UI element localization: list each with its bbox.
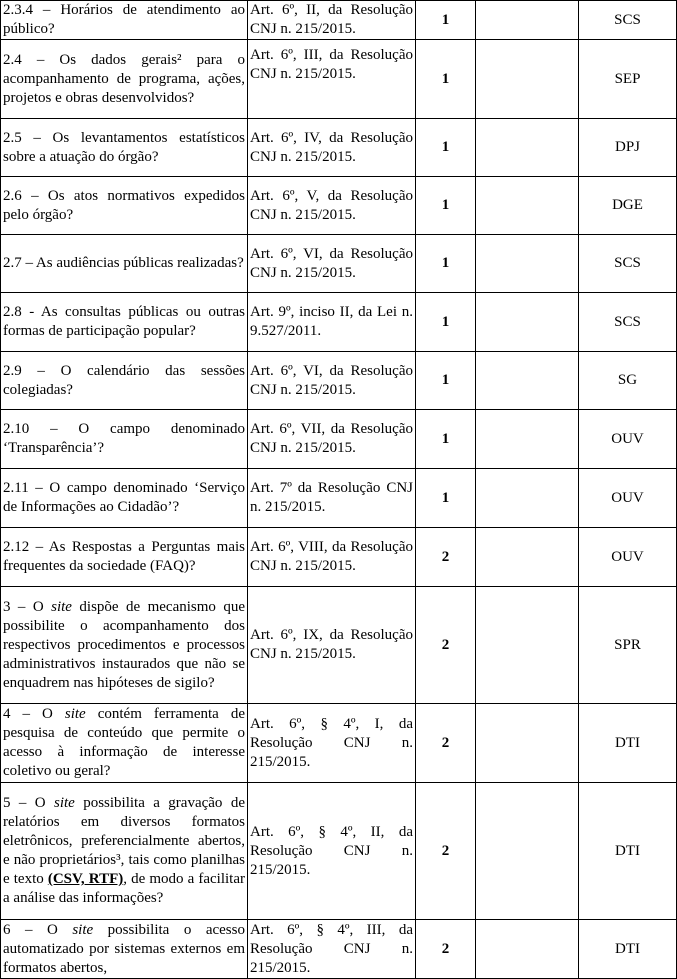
item-description-cell — [1, 783, 248, 920]
item-description — [3, 598, 245, 693]
table-row — [1, 293, 677, 352]
item-description-cell — [1, 293, 248, 352]
description-text: 4 – O — [3, 706, 65, 722]
table-row — [1, 177, 677, 235]
item-description: 2.9 – O calendário das sessões colegiadas? — [3, 362, 245, 398]
description-italic-text: site — [72, 921, 94, 938]
normative-basis-cell — [248, 293, 416, 352]
table-row — [1, 119, 677, 177]
observation-cell — [476, 704, 579, 783]
score: 1 — [416, 177, 476, 235]
item-description: 2.5 – Os levantamentos estatísticos sobre a atuação do órgão? — [3, 129, 245, 165]
table-row — [1, 920, 677, 979]
responsible-unit: SCS — [579, 235, 677, 293]
normative-basis-cell — [248, 920, 416, 979]
responsible-unit: DGE — [579, 177, 677, 235]
normative-basis-cell — [248, 410, 416, 469]
normative-basis: Art. 6º, IX, da Resolução CNJ n. 215/2015. — [250, 627, 413, 662]
normative-basis: Art. 6º, § 4º, II, da Resolução CNJ n. 215/2015. — [250, 823, 413, 878]
responsible-unit: OUV — [579, 410, 677, 469]
observation-cell — [476, 293, 579, 352]
normative-basis: Art. 6º, § 4º, I, da Resolução CNJ n. 215/2015. — [250, 715, 413, 770]
table-row — [1, 587, 677, 704]
item-description: 2.11 – O campo denominado ‘Serviço de Informações ao Cidadão’? — [3, 480, 245, 515]
normative-basis: Art. 6º, VI, da Resolução CNJ n. 215/2015. — [250, 245, 413, 281]
item-description — [3, 794, 245, 908]
observation-cell — [476, 920, 579, 979]
score: 2 — [416, 528, 476, 587]
observation-cell — [476, 40, 579, 119]
normative-basis: Art. 6º, VIII, da Resolução CNJ n. 215/2015. — [250, 539, 413, 574]
observation-cell — [476, 1, 579, 40]
item-description-cell — [1, 40, 248, 119]
normative-basis-cell — [248, 177, 416, 235]
normative-basis: Art. 6º, VII, da Resolução CNJ n. 215/2015. — [250, 421, 413, 456]
table-row — [1, 528, 677, 587]
score: 1 — [416, 410, 476, 469]
score: 1 — [416, 119, 476, 177]
score: 1 — [416, 235, 476, 293]
normative-basis-cell — [248, 1, 416, 40]
observation-cell — [476, 783, 579, 920]
normative-basis: Art. 6º, § 4º, III, da Resolução CNJ n. 215/2015. — [250, 921, 413, 976]
item-description-cell — [1, 235, 248, 293]
observation-cell — [476, 352, 579, 410]
description-text: , de modo a facilitar a análise das informações? — [3, 871, 245, 906]
item-description: 2.6 – Os atos normativos expedidos pelo órgão? — [3, 187, 245, 223]
normative-basis: Art. 6º, III, da Resolução CNJ n. 215/2015. — [250, 47, 413, 82]
description-italic-text: site — [64, 706, 86, 722]
item-description — [3, 705, 245, 781]
normative-basis-cell — [248, 469, 416, 528]
table-row — [1, 704, 677, 783]
responsible-unit: DTI — [579, 704, 677, 783]
observation-cell — [476, 587, 579, 704]
item-description: 2.10 – O campo denominado ‘Transparência’? — [3, 421, 245, 456]
item-description-cell — [1, 920, 248, 979]
normative-basis-cell — [248, 587, 416, 704]
score: 1 — [416, 352, 476, 410]
description-text: possibilita o acesso automatizado por sistemas externos em formatos abertos, — [3, 921, 245, 976]
table-row — [1, 235, 677, 293]
item-description-cell — [1, 410, 248, 469]
item-description-cell — [1, 1, 248, 40]
responsible-unit: DTI — [579, 783, 677, 920]
description-bold-underline-text: (CSV, RTF) — [47, 871, 124, 887]
table-row — [1, 469, 677, 528]
item-description-cell — [1, 587, 248, 704]
item-description: 2.3.4 – Horários de atendimento ao público? — [3, 2, 245, 37]
description-italic-text: site — [51, 598, 72, 615]
description-text: 5 – O — [3, 795, 54, 811]
score: 1 — [416, 1, 476, 40]
observation-cell — [476, 528, 579, 587]
normative-basis: Art. 6º, II, da Resolução CNJ n. 215/2015. — [250, 2, 413, 37]
item-description: 2.4 – Os dados gerais² para o acompanhamento de programa, ações, projetos e obras desenvolvidos? — [3, 51, 245, 106]
normative-basis: Art. 6º, V, da Resolução CNJ n. 215/2015. — [250, 187, 413, 223]
score: 2 — [416, 704, 476, 783]
item-description-cell — [1, 352, 248, 410]
observation-cell — [476, 469, 579, 528]
observation-cell — [476, 119, 579, 177]
item-description: 2.12 – As Respostas a Perguntas mais frequentes da sociedade (FAQ)? — [3, 539, 245, 574]
score: 2 — [416, 920, 476, 979]
observation-cell — [476, 177, 579, 235]
item-description: 2.7 – As audiências públicas realizadas? — [3, 255, 244, 271]
description-text: 6 – O — [3, 921, 73, 938]
responsible-unit: OUV — [579, 528, 677, 587]
table-row — [1, 352, 677, 410]
description-italic-text: site — [53, 795, 75, 811]
observation-cell — [476, 235, 579, 293]
table-row — [1, 1, 677, 40]
item-description-cell — [1, 177, 248, 235]
normative-basis-cell — [248, 352, 416, 410]
score: 1 — [416, 40, 476, 119]
score: 2 — [416, 587, 476, 704]
table-row — [1, 410, 677, 469]
responsible-unit: SCS — [579, 1, 677, 40]
responsible-unit: DPJ — [579, 119, 677, 177]
normative-basis: Art. 9º, inciso II, da Lei n. 9.527/2011. — [250, 304, 413, 339]
normative-basis-cell — [248, 119, 416, 177]
description-text: 3 – O — [3, 598, 52, 615]
responsible-unit: SPR — [579, 587, 677, 704]
responsible-unit: SEP — [579, 40, 677, 119]
description-text: contém ferramenta de pesquisa de conteúdo que permite o acesso à informação de interesse coletivo ou geral? — [3, 706, 245, 779]
normative-basis: Art. 6º, IV, da Resolução CNJ n. 215/2015. — [250, 129, 413, 165]
normative-basis-cell — [248, 783, 416, 920]
observation-cell — [476, 410, 579, 469]
table-row — [1, 783, 677, 920]
responsible-unit: OUV — [579, 469, 677, 528]
table-row — [1, 40, 677, 119]
description-text: dispõe de mecanismo que possibilite o acompanhamento dos respectivos procedimentos e processos administrativos instaurados que não se enquadrem nas hipóteses de sigilo? — [3, 598, 245, 691]
normative-basis-cell — [248, 704, 416, 783]
normative-basis-cell — [248, 40, 416, 119]
item-description — [3, 921, 245, 978]
responsible-unit: SG — [579, 352, 677, 410]
responsible-unit: SCS — [579, 293, 677, 352]
item-description-cell — [1, 469, 248, 528]
description-text: possibilita a gravação de relatórios em diversos formatos eletrônicos, preferencialmente abertos, e não proprietários³, tais como planilhas e texto — [3, 795, 245, 887]
item-description-cell — [1, 704, 248, 783]
normative-basis: Art. 7º da Resolução CNJ n. 215/2015. — [250, 480, 413, 515]
score: 1 — [416, 293, 476, 352]
normative-basis-cell — [248, 528, 416, 587]
responsible-unit: DTI — [579, 920, 677, 979]
score: 1 — [416, 469, 476, 528]
item-description-cell — [1, 528, 248, 587]
item-description: 2.8 - As consultas públicas ou outras formas de participação popular? — [3, 304, 245, 339]
item-description-cell — [1, 119, 248, 177]
normative-basis-cell — [248, 235, 416, 293]
score: 2 — [416, 783, 476, 920]
normative-basis: Art. 6º, VI, da Resolução CNJ n. 215/2015. — [250, 362, 413, 398]
